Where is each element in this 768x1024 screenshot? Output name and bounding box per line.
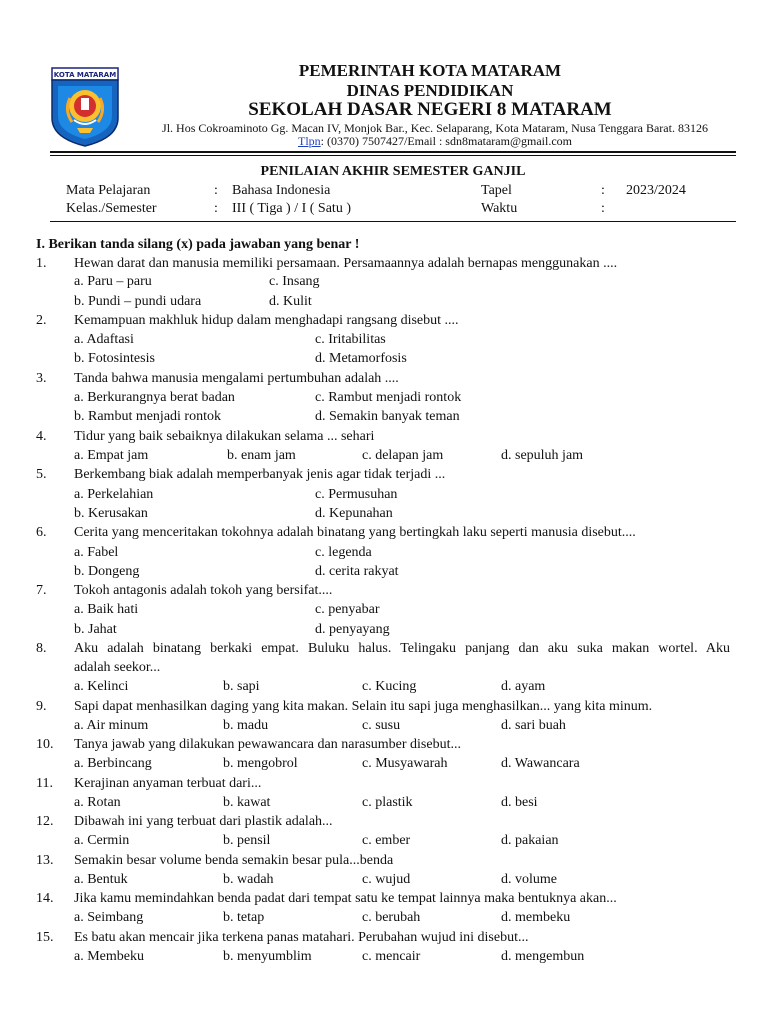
question-text: Semakin besar volume benda semakin besar pula...benda bbox=[74, 853, 394, 868]
question-number: 1. bbox=[36, 256, 47, 271]
option-a[interactable]: a. Baik hati bbox=[74, 602, 139, 617]
option-d[interactable]: d. ayam bbox=[501, 679, 546, 694]
question-2-options-row2 bbox=[36, 351, 736, 371]
question-6-options-row1 bbox=[36, 545, 736, 565]
question-13-options bbox=[36, 872, 736, 892]
class-value: III ( Tiga ) / I ( Satu ) bbox=[232, 201, 351, 216]
time-label: Waktu bbox=[481, 201, 518, 216]
option-d[interactable]: d. mengembun bbox=[501, 949, 585, 964]
header-school: SEKOLAH DASAR NEGERI 8 MATARAM bbox=[248, 99, 612, 120]
question-9-options bbox=[36, 718, 736, 738]
header-agency: DINAS PENDIDIKAN bbox=[346, 81, 514, 100]
header-divider bbox=[50, 151, 736, 153]
option-d[interactable]: d. penyayang bbox=[315, 622, 390, 637]
option-a[interactable]: a. Membeku bbox=[74, 949, 144, 964]
question-text: Berkembang biak adalah memperbanyak jenis agar tidak terjadi ... bbox=[74, 467, 446, 482]
question-number: 3. bbox=[36, 371, 47, 386]
option-c[interactable]: c. wujud bbox=[362, 872, 411, 887]
question-14 bbox=[36, 891, 736, 911]
header-government: PEMERINTAH KOTA MATARAM bbox=[298, 61, 562, 80]
question-13 bbox=[36, 853, 736, 873]
option-b[interactable]: b. menyumblim bbox=[223, 949, 312, 964]
option-a[interactable]: a. Cermin bbox=[74, 833, 130, 848]
option-d[interactable]: d. membeku bbox=[501, 910, 571, 925]
option-d[interactable]: d. besi bbox=[501, 795, 538, 810]
question-4-options bbox=[36, 448, 736, 468]
question-text: Es batu akan mencair jika terkena panas matahari. Perubahan wujud ini disebut... bbox=[74, 930, 529, 945]
question-5-options-row2 bbox=[36, 506, 736, 526]
option-a[interactable]: a. Seimbang bbox=[74, 910, 144, 925]
option-a[interactable]: a. Paru – paru bbox=[74, 274, 152, 289]
option-b[interactable]: b. madu bbox=[223, 718, 269, 733]
question-text: Hewan darat dan manusia memiliki persamaan. Persamaannya adalah bernapas menggunakan .... bbox=[74, 256, 618, 271]
question-number: 14. bbox=[36, 891, 54, 906]
question-number: 2. bbox=[36, 313, 47, 328]
option-b[interactable]: b. Dongeng bbox=[74, 564, 140, 579]
option-d[interactable]: d. pakaian bbox=[501, 833, 559, 848]
question-number: 6. bbox=[36, 525, 47, 540]
option-a[interactable]: a. Berbincang bbox=[74, 756, 152, 771]
subject-colon: : bbox=[214, 183, 218, 198]
option-c[interactable]: c. delapan jam bbox=[362, 448, 444, 463]
question-1-options-row2 bbox=[36, 294, 736, 314]
option-b[interactable]: b. pensil bbox=[223, 833, 271, 848]
question-3-options-row1 bbox=[36, 390, 736, 410]
option-a[interactable]: a. Bentuk bbox=[74, 872, 128, 887]
option-d[interactable]: d. sepuluh jam bbox=[501, 448, 584, 463]
question-12-options bbox=[36, 833, 736, 853]
question-15 bbox=[36, 930, 736, 950]
question-11 bbox=[36, 776, 736, 796]
option-d[interactable]: d. Wawancara bbox=[501, 756, 580, 771]
question-text: Tokoh antagonis adalah tokoh yang bersifat.... bbox=[74, 583, 333, 598]
question-text: Kerajinan anyaman terbuat dari... bbox=[74, 776, 262, 791]
question-4 bbox=[36, 429, 736, 449]
tapel-colon: : bbox=[601, 183, 605, 198]
option-c[interactable]: c. legenda bbox=[315, 545, 372, 560]
option-a[interactable]: a. Perkelahian bbox=[74, 487, 154, 502]
question-10 bbox=[36, 737, 736, 757]
tapel-label: Tapel bbox=[481, 183, 512, 198]
question-text: Tanda bahwa manusia mengalami pertumbuhan adalah .... bbox=[74, 371, 399, 386]
question-number: 5. bbox=[36, 467, 47, 482]
question-2 bbox=[36, 313, 736, 333]
question-6 bbox=[36, 525, 736, 545]
question-text: Aku adalah binatang berkaki empat. Buluku halus. Telingaku panjang dan aku suka makan wortel. Aku bbox=[74, 641, 730, 656]
option-a[interactable]: a. Air minum bbox=[74, 718, 149, 733]
question-10-options bbox=[36, 756, 736, 776]
question-8-options bbox=[36, 679, 736, 699]
option-b[interactable]: b. sapi bbox=[223, 679, 260, 694]
class-colon: : bbox=[214, 201, 218, 216]
option-c[interactable]: c. berubah bbox=[362, 910, 421, 925]
option-c[interactable]: c. Insang bbox=[269, 274, 320, 289]
option-c[interactable]: c. Kucing bbox=[362, 679, 417, 694]
option-b[interactable]: b. kawat bbox=[223, 795, 271, 810]
question-2-options-row1 bbox=[36, 332, 736, 352]
question-text: Tanya jawab yang dilakukan pewawancara dan narasumber disebut... bbox=[74, 737, 461, 752]
question-8 bbox=[36, 641, 736, 661]
option-b[interactable]: b. wadah bbox=[223, 872, 274, 887]
question-text: Kemampuan makhluk hidup dalam menghadapi rangsang disebut .... bbox=[74, 313, 459, 328]
option-d[interactable]: d. sari buah bbox=[501, 718, 566, 733]
option-c[interactable]: c. penyabar bbox=[315, 602, 380, 617]
school-address: Jl. Hos Cokroaminoto Gg. Macan IV, Monjok Bar., Kec. Selaparang, Kota Mataram, Nusa Tenggara Barat. 83126 bbox=[162, 121, 708, 135]
question-number: 15. bbox=[36, 930, 54, 945]
option-a[interactable]: a. Rotan bbox=[74, 795, 121, 810]
question-number: 13. bbox=[36, 853, 54, 868]
time-colon: : bbox=[601, 201, 605, 216]
question-11-options bbox=[36, 795, 736, 815]
question-5-options-row1 bbox=[36, 487, 736, 507]
exam-title: PENILAIAN AKHIR SEMESTER GANJIL bbox=[260, 164, 526, 179]
question-7-options-row1 bbox=[36, 602, 736, 622]
option-a[interactable]: a. Fabel bbox=[74, 545, 119, 560]
question-3 bbox=[36, 371, 736, 391]
question-number: 9. bbox=[36, 699, 47, 714]
header-divider-thin bbox=[50, 155, 736, 156]
question-6-options-row2 bbox=[36, 564, 736, 584]
subject-label: Mata Pelajaran bbox=[66, 183, 151, 198]
option-c[interactable]: c. Musyawarah bbox=[362, 756, 448, 771]
question-number: 12. bbox=[36, 814, 54, 829]
kota-mataram-emblem-icon bbox=[50, 66, 120, 148]
option-b[interactable]: b. Fotosintesis bbox=[74, 351, 155, 366]
logo-text: KOTA MATARAM bbox=[53, 71, 117, 79]
option-b[interactable]: b. Jahat bbox=[74, 622, 117, 637]
option-d[interactable]: d. cerita rakyat bbox=[315, 564, 399, 579]
question-text: Sapi dapat menhasilkan daging yang kita makan. Selain itu sapi juga menghasilkan... yang kita minum. bbox=[74, 699, 653, 714]
question-1-options-row1 bbox=[36, 274, 736, 294]
option-b[interactable]: b. Kerusakan bbox=[74, 506, 148, 521]
tlpn-link[interactable]: Tlpn bbox=[297, 134, 321, 148]
question-text: Dibawah ini yang terbuat dari plastik adalah... bbox=[74, 814, 333, 829]
contact-text: : (0370) 7507427/Email : sdn8mataram@gmail.com bbox=[320, 134, 572, 148]
question-3-options-row2 bbox=[36, 409, 736, 429]
question-5 bbox=[36, 467, 736, 487]
option-c[interactable]: c. plastik bbox=[362, 795, 413, 810]
question-number: 4. bbox=[36, 429, 47, 444]
option-a[interactable]: a. Empat jam bbox=[74, 448, 149, 463]
question-7 bbox=[36, 583, 736, 603]
info-divider bbox=[50, 221, 736, 222]
question-12 bbox=[36, 814, 736, 834]
subject-value: Bahasa Indonesia bbox=[232, 183, 331, 198]
option-b[interactable]: b. Rambut menjadi rontok bbox=[74, 409, 221, 424]
question-number: 8. bbox=[36, 641, 47, 656]
question-number: 10. bbox=[36, 737, 54, 752]
question-14-options bbox=[36, 910, 736, 930]
question-1 bbox=[36, 256, 736, 276]
option-a[interactable]: a. Kelinci bbox=[74, 679, 129, 694]
option-d[interactable]: d. Kepunahan bbox=[315, 506, 393, 521]
tapel-value: 2023/2024 bbox=[626, 183, 686, 198]
question-number: 7. bbox=[36, 583, 47, 598]
option-c[interactable]: c. susu bbox=[362, 718, 401, 733]
option-c[interactable]: c. Iritabilitas bbox=[315, 332, 386, 347]
question-8-continued bbox=[36, 660, 736, 680]
section-instruction: I. Berikan tanda silang (x) pada jawaban yang benar ! bbox=[36, 237, 360, 252]
option-d[interactable]: d. Kulit bbox=[269, 294, 312, 309]
option-c[interactable]: c. Permusuhan bbox=[315, 487, 398, 502]
option-b[interactable]: b. tetap bbox=[223, 910, 265, 925]
question-number: 11. bbox=[36, 776, 53, 791]
question-text: Cerita yang menceritakan tokohnya adalah binatang yang bertingkah laku seperti manusia disebut.... bbox=[74, 525, 636, 540]
question-text: Tidur yang baik sebaiknya dilakukan selama ... sehari bbox=[74, 429, 375, 444]
option-d[interactable]: d. Metamorfosis bbox=[315, 351, 407, 366]
option-c[interactable]: c. Rambut menjadi rontok bbox=[315, 390, 462, 405]
option-b[interactable]: b. mengobrol bbox=[223, 756, 298, 771]
option-c[interactable]: c. mencair bbox=[362, 949, 421, 964]
question-15-options bbox=[36, 949, 736, 969]
option-b[interactable]: b. enam jam bbox=[227, 448, 296, 463]
option-b[interactable]: b. Pundi – pundi udara bbox=[74, 294, 202, 309]
question-text: Jika kamu memindahkan benda padat dari tempat satu ke tempat lainnya maka bentuknya akan... bbox=[74, 891, 617, 906]
school-contact bbox=[130, 134, 740, 149]
question-9 bbox=[36, 699, 736, 719]
class-label: Kelas./Semester bbox=[66, 201, 157, 216]
option-a[interactable]: a. Berkurangnya berat badan bbox=[74, 390, 235, 405]
option-d[interactable]: d. Semakin banyak teman bbox=[315, 409, 460, 424]
option-c[interactable]: c. ember bbox=[362, 833, 411, 848]
option-a[interactable]: a. Adaftasi bbox=[74, 332, 134, 347]
question-7-options-row2 bbox=[36, 622, 736, 642]
option-d[interactable]: d. volume bbox=[501, 872, 557, 887]
question-text-continued: adalah seekor... bbox=[74, 660, 161, 675]
